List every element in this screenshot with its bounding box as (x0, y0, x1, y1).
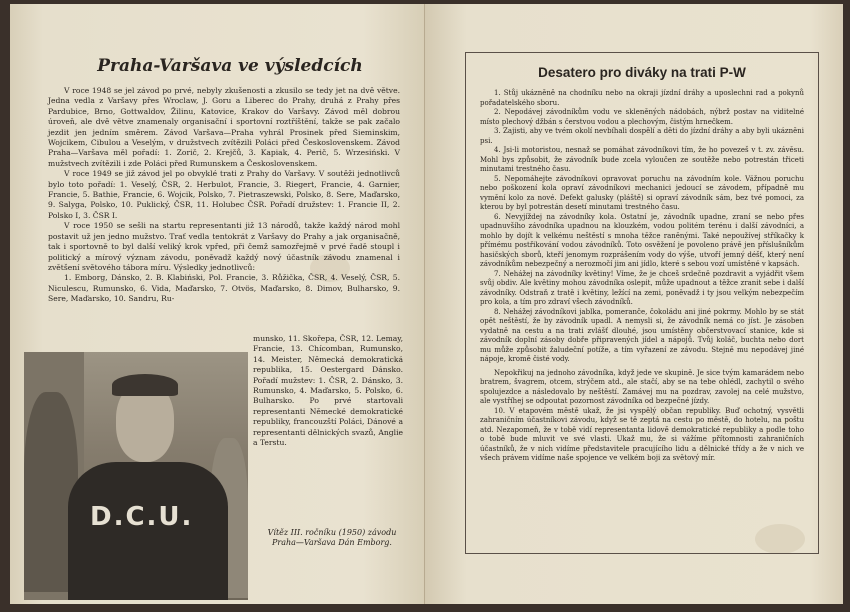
left-page (10, 4, 425, 604)
rule-item: 6. Nevyjíždej na závodníky kola. Ostatní je, závodník upadne, zraní se nebo přes upadnuvšího závodníka upadnou na klouzkém, vodou politém terénu i další závodníci, a mohlo by dojít k velkému neštěstí s mnoha těžce raněnými. Také nepoužívej stříkačky k přímému postřikování vodou závodníků. Toto osvěžení je povoleno právě jen příslušníkům hasičských sborů, kteří jenomym rozprášením vody do výše, utvoří jemný déšť, který není závodníkům nebezpečný a nerozmočí jim ani jídlo, které s sebou vozí umístěné v kapsách. (480, 212, 804, 268)
rule-item: Nepokřikuj na jednoho závodníka, když jede ve skupině. Je sice tvým kamarádem nebo bratrem, švagrem, otcem, strýčem atd., ale stačí, aby se na tebe ohlédl, zachytil o svého spolujezdce a následovalo by neštěstí. Zamávej mu na pozdrav, zavolej na celé mužstvo, ale vystříhej se odpoutat pozornost závodníka od bezpečné jízdy. (480, 368, 804, 405)
right-page (425, 4, 843, 604)
article-paragraph: V roce 1950 se sešli na startu representanti již 13 národů, takže každý národ mohl postavit už jen jedno mužstvo. Trať vedla tentokrát z Varšavy do Prahy a jak organisačně, tak i sportovně to byl další veliký krok vpřed, při čemž samozřejmě v prvé řadě stoupl i politický a mírový význam závodu, poněvadž každý nový účastník závodu znamenal i zvětšení světového tábora míru. Výsledky jednotlivců: (48, 221, 400, 272)
rules-list (480, 89, 804, 464)
rule-item: 7. Nehážej na závodníky květiny! Víme, že je chceš srdečně pozdravit a vyjádřit všem svůj obdiv. Ale květiny mohou závodníka oslepit, může upadnout a těžce zranit sebe i další závodníky. Odstraň z tratě i květiny, ležící na zemi, poněvadž i ty jsou velkým nebezpečím pro kola, a tím pro zdraví všech závodníků. (480, 269, 804, 306)
rule-item: 2. Nepodávej závodníkům vodu ve skleněných nádobách, nýbrž postav na viditelné místo plechový džbán s čerstvou vodou a plechovým, čistým hrnečkem. (480, 108, 804, 126)
article-paragraph: V roce 1948 se jel závod po prvé, nebyly zkušenosti a zkusilo se tedy jet na dvě větve. Jedna vedla z Varšavy přes Wroclaw, J. Goru a Liberec do Prahy, druhá z Prahy přes Pardubice, Brno, Gottwaldov, Žilinu, Katovice, Krakov do Varšavy. Závod měl dobrou úroveň, ale dvě větve znamenaly organisační i sportovní roztříštění, takže se pak začalo jezdit jen jedním směrem. Závod Varšava—Praha vyhrál Prosinek před Sieminskim, Wojcikem, Cibulou a Veselým, v družstvech zvítězili Poláci před Československem. Závod Praha—Varšava měl pořadí: 1. Zorič, 2. Krejčů, 3. Kapiak, 4. Perič, 5. Wrzesiński. V mužstvech zvítězili i zde Poláci před Rumunskem a Československem. (48, 86, 400, 168)
rules-title: Desatero pro diváky na trati P-W (538, 65, 746, 80)
photo-jersey-lettering: D.C.U. (90, 502, 194, 532)
article-paragraph: 1. Emborg, Dánsko, 2. B. Klabiński, Pol. Francie, 3. Růžička, ČSR, 4. Veselý, ČSR, 5. Niculescu, Rumunsko, 6. Vida, Maďarsko, 7. Otvös, Maďarsko, 8. Dimov, Bulharsko, 9. Sere, Maďarsko, 10. Sandru, Ru- (48, 273, 400, 304)
photo-cyclist-cap (112, 374, 178, 396)
left-side-column: munsko, 11. Skořepa, ČSR, 12. Lemay, Francie, 13. Chícomban, Rumunsko, 14. Meister, Německá demokratická republika, 15. Oestergard Dánsko. Pořadí mužstev: 1. ČSR, 2. Dánsko, 3. Rumunsko, 4. Maďarsko, 5. Polsko, 6. Bulharsko. Po prvé startovali representanti Německé demokratické republiky, francouzští Poláci, Dánové a representanti dělnických svazů, Anglie a Terstu. (253, 334, 403, 448)
rule-item: 1. Stůj ukázněně na chodníku nebo na okraji jízdní dráhy a uposlechni rad a pokynů pořadatelského sboru. (480, 89, 804, 107)
left-page-title: Praha-Varšava ve výsledcích (97, 56, 363, 76)
left-article-body (48, 86, 400, 305)
rule-item: 3. Zajisti, aby ve tvém okolí nevbíhali dospělí a děti do jízdní dráhy a aby byli ukázněni psi. (480, 127, 804, 145)
rule-item: 4. Jsi-li motoristou, nesnaž se pomáhat závodníkovi tím, že ho povezeš v t. zv. závěsu. Mohl bys způsobit, že závodník bude zcela vyloučen ze soutěže nebo potrestán třiceti minutami trestného času. (480, 146, 804, 173)
photo-caption: Vítěz III. ročníku (1950) závodu Praha—Varšava Dán Emborg. (267, 528, 397, 547)
rule-item: 5. Nepomáhejte závodníkovi opravovat poruchu na závodním kole. Vážnou poruchu nebo poškození kola opraví závodníkovi mechanici jedoucí se závodem, případně mu vymění kolo za nové. Defekt galusky (pláště) si opraví závodník sám, bez tvé pomoci, za kterou by byl potrestán desetí minutami trestného času. (480, 174, 804, 211)
cyclist-photo (24, 352, 248, 600)
rule-item: 10. V etapovém městě ukaž, že jsi vyspělý občan republiky. Buď ochotný, vysvětli zahraničním účastníkovi závodu, když se tě zeptá na cestu po městě, do hotelu, na poštu atd. Nezapomeň, že v tobě vidí representanta lidově demokratické republiky a podle toho o tobě bude mluvit ve své vlasti. Ukaž mu, že si vážíme přítomnosti zahraničních účastníků, že v nich vidíme představitele pracujícího lidu a dělnické třídy a že v nich ve všech právem vidíme naše spojence ve velkém boji za světový mír. (480, 406, 804, 462)
article-paragraph: V roce 1949 se již závod jel po obvyklé trati z Prahy do Varšavy. V soutěži jednotlivců bylo toto pořadí: 1. Veselý, ČSR, 2. Herbulot, Francie, 3. Riegert, Francie, 4. Garnier, Francie, 5. Bathie, Francie, 6. Wojcik, Polsko, 7. Pietraszewski, Polsko, 8. Sere, Maďarsko, 9. Salyga, Polsko, 10. Puklický, ČSR, 11. Holubec ČSR. Pořadí družstev: 1. Francie II, 2. Polsko I, 3. ČSR I. (48, 169, 400, 220)
rules-box (465, 52, 819, 554)
rule-item: 8. Nehážej závodníkovi jablka, pomeranče, čokoládu ani jiné pokrmy. Mohlo by se stát opět neštěstí, že by závodník upadl. A nemysli si, že závodník nemá co jíst. Je zásoben vydatně na cestu a na trati zvlášť dlouhé, jsou umístěny občerstvovací stanice, kde si závodník doplní zásoby dobře připravených jídel a nápojů. Tvůj koláč, buchta nebo dort mu může způsobit žaludeční potíže, a tím vyřazení ze závodu. Stejně mu nepodávej jiné nápoje, kromě čisté vody. (480, 307, 804, 363)
